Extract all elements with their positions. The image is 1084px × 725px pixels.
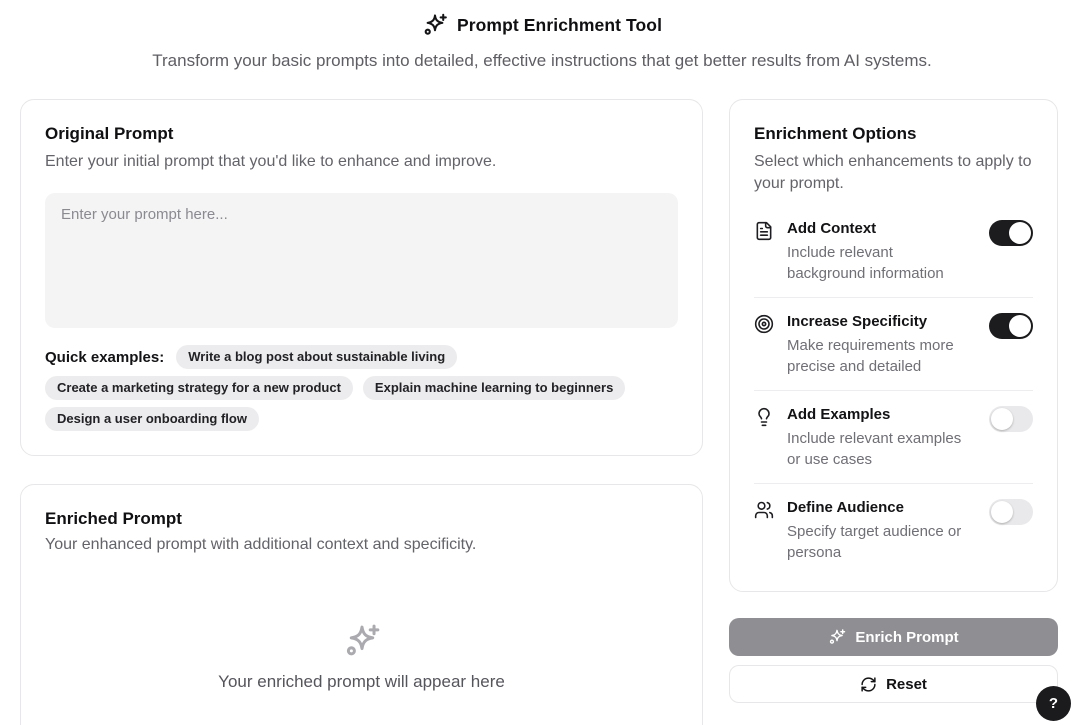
- original-prompt-description: Enter your initial prompt that you'd like to enhance and improve.: [45, 153, 497, 170]
- enrich-button-label: Enrich Prompt: [855, 628, 959, 646]
- option-description: Make requirements more precise and detailed: [787, 337, 954, 375]
- enriched-prompt-description: Your enhanced prompt with additional context and specificity.: [45, 536, 477, 553]
- option-text: [787, 405, 976, 470]
- left-column: [20, 99, 703, 725]
- sparkles-icon: [828, 628, 846, 646]
- option-description: Specify target audience or persona: [787, 523, 962, 561]
- option-title: Define Audience: [787, 499, 904, 516]
- toggle-knob: [991, 501, 1013, 523]
- help-button-label: ?: [1048, 695, 1059, 712]
- define-audience-toggle[interactable]: [989, 499, 1033, 525]
- option-define-audience: [754, 484, 1033, 567]
- main-layout: [0, 73, 1084, 725]
- increase-specificity-toggle[interactable]: [989, 313, 1033, 339]
- options-list: [754, 205, 1033, 567]
- right-column: [729, 99, 1058, 703]
- users-icon: [754, 500, 774, 520]
- file-text-icon: [754, 221, 774, 241]
- target-icon: [754, 314, 774, 334]
- quick-example-pill[interactable]: Write a blog post about sustainable living: [176, 345, 457, 369]
- option-add-examples: [754, 391, 1033, 484]
- enrichment-options-card: [729, 99, 1058, 592]
- option-text: [787, 498, 976, 563]
- option-title: Increase Specificity: [787, 313, 928, 330]
- quick-examples: [45, 345, 678, 431]
- title-row: [0, 12, 1084, 38]
- option-text: [787, 312, 976, 377]
- toggle-knob: [991, 408, 1013, 430]
- option-increase-specificity: [754, 298, 1033, 391]
- option-text: [787, 219, 976, 284]
- option-title: Add Examples: [787, 406, 891, 423]
- page-subtitle: Transform your basic prompts into detailed, effective instructions that get better results from AI systems.: [152, 51, 932, 70]
- quick-example-pill[interactable]: Design a user onboarding flow: [45, 407, 259, 431]
- option-description: Include relevant examples or use cases: [787, 430, 962, 468]
- enriched-prompt-title: Enriched Prompt: [45, 509, 182, 528]
- option-add-context: [754, 205, 1033, 298]
- option-description: Include relevant background information: [787, 244, 944, 282]
- lightbulb-icon: [754, 407, 774, 427]
- enriched-prompt-card: [20, 484, 703, 725]
- original-prompt-title: Original Prompt: [45, 124, 174, 143]
- enrichment-options-description: Select which enhancements to apply to your prompt.: [754, 153, 1032, 192]
- quick-example-pill[interactable]: Create a marketing strategy for a new product: [45, 376, 353, 400]
- sparkles-icon: [343, 622, 381, 660]
- reset-button[interactable]: [729, 665, 1058, 703]
- toggle-knob: [1009, 222, 1031, 244]
- refresh-icon: [860, 676, 877, 693]
- add-examples-toggle[interactable]: [989, 406, 1033, 432]
- original-prompt-card: [20, 99, 703, 456]
- help-button[interactable]: [1036, 686, 1071, 721]
- toggle-knob: [1009, 315, 1031, 337]
- prompt-input[interactable]: [45, 193, 678, 328]
- header: [0, 0, 1084, 73]
- enrichment-options-title: Enrichment Options: [754, 124, 917, 143]
- enriched-empty-text: Your enriched prompt will appear here: [218, 672, 505, 691]
- page-title: Prompt Enrichment Tool: [456, 14, 663, 35]
- quick-examples-label: Quick examples:: [45, 348, 165, 366]
- sparkles-icon: [422, 12, 448, 38]
- option-title: Add Context: [787, 220, 877, 237]
- enrich-prompt-button[interactable]: [729, 618, 1058, 656]
- reset-button-label: Reset: [886, 675, 927, 693]
- enriched-empty-state: [45, 622, 678, 692]
- add-context-toggle[interactable]: [989, 220, 1033, 246]
- quick-example-pill[interactable]: Explain machine learning to beginners: [363, 376, 625, 400]
